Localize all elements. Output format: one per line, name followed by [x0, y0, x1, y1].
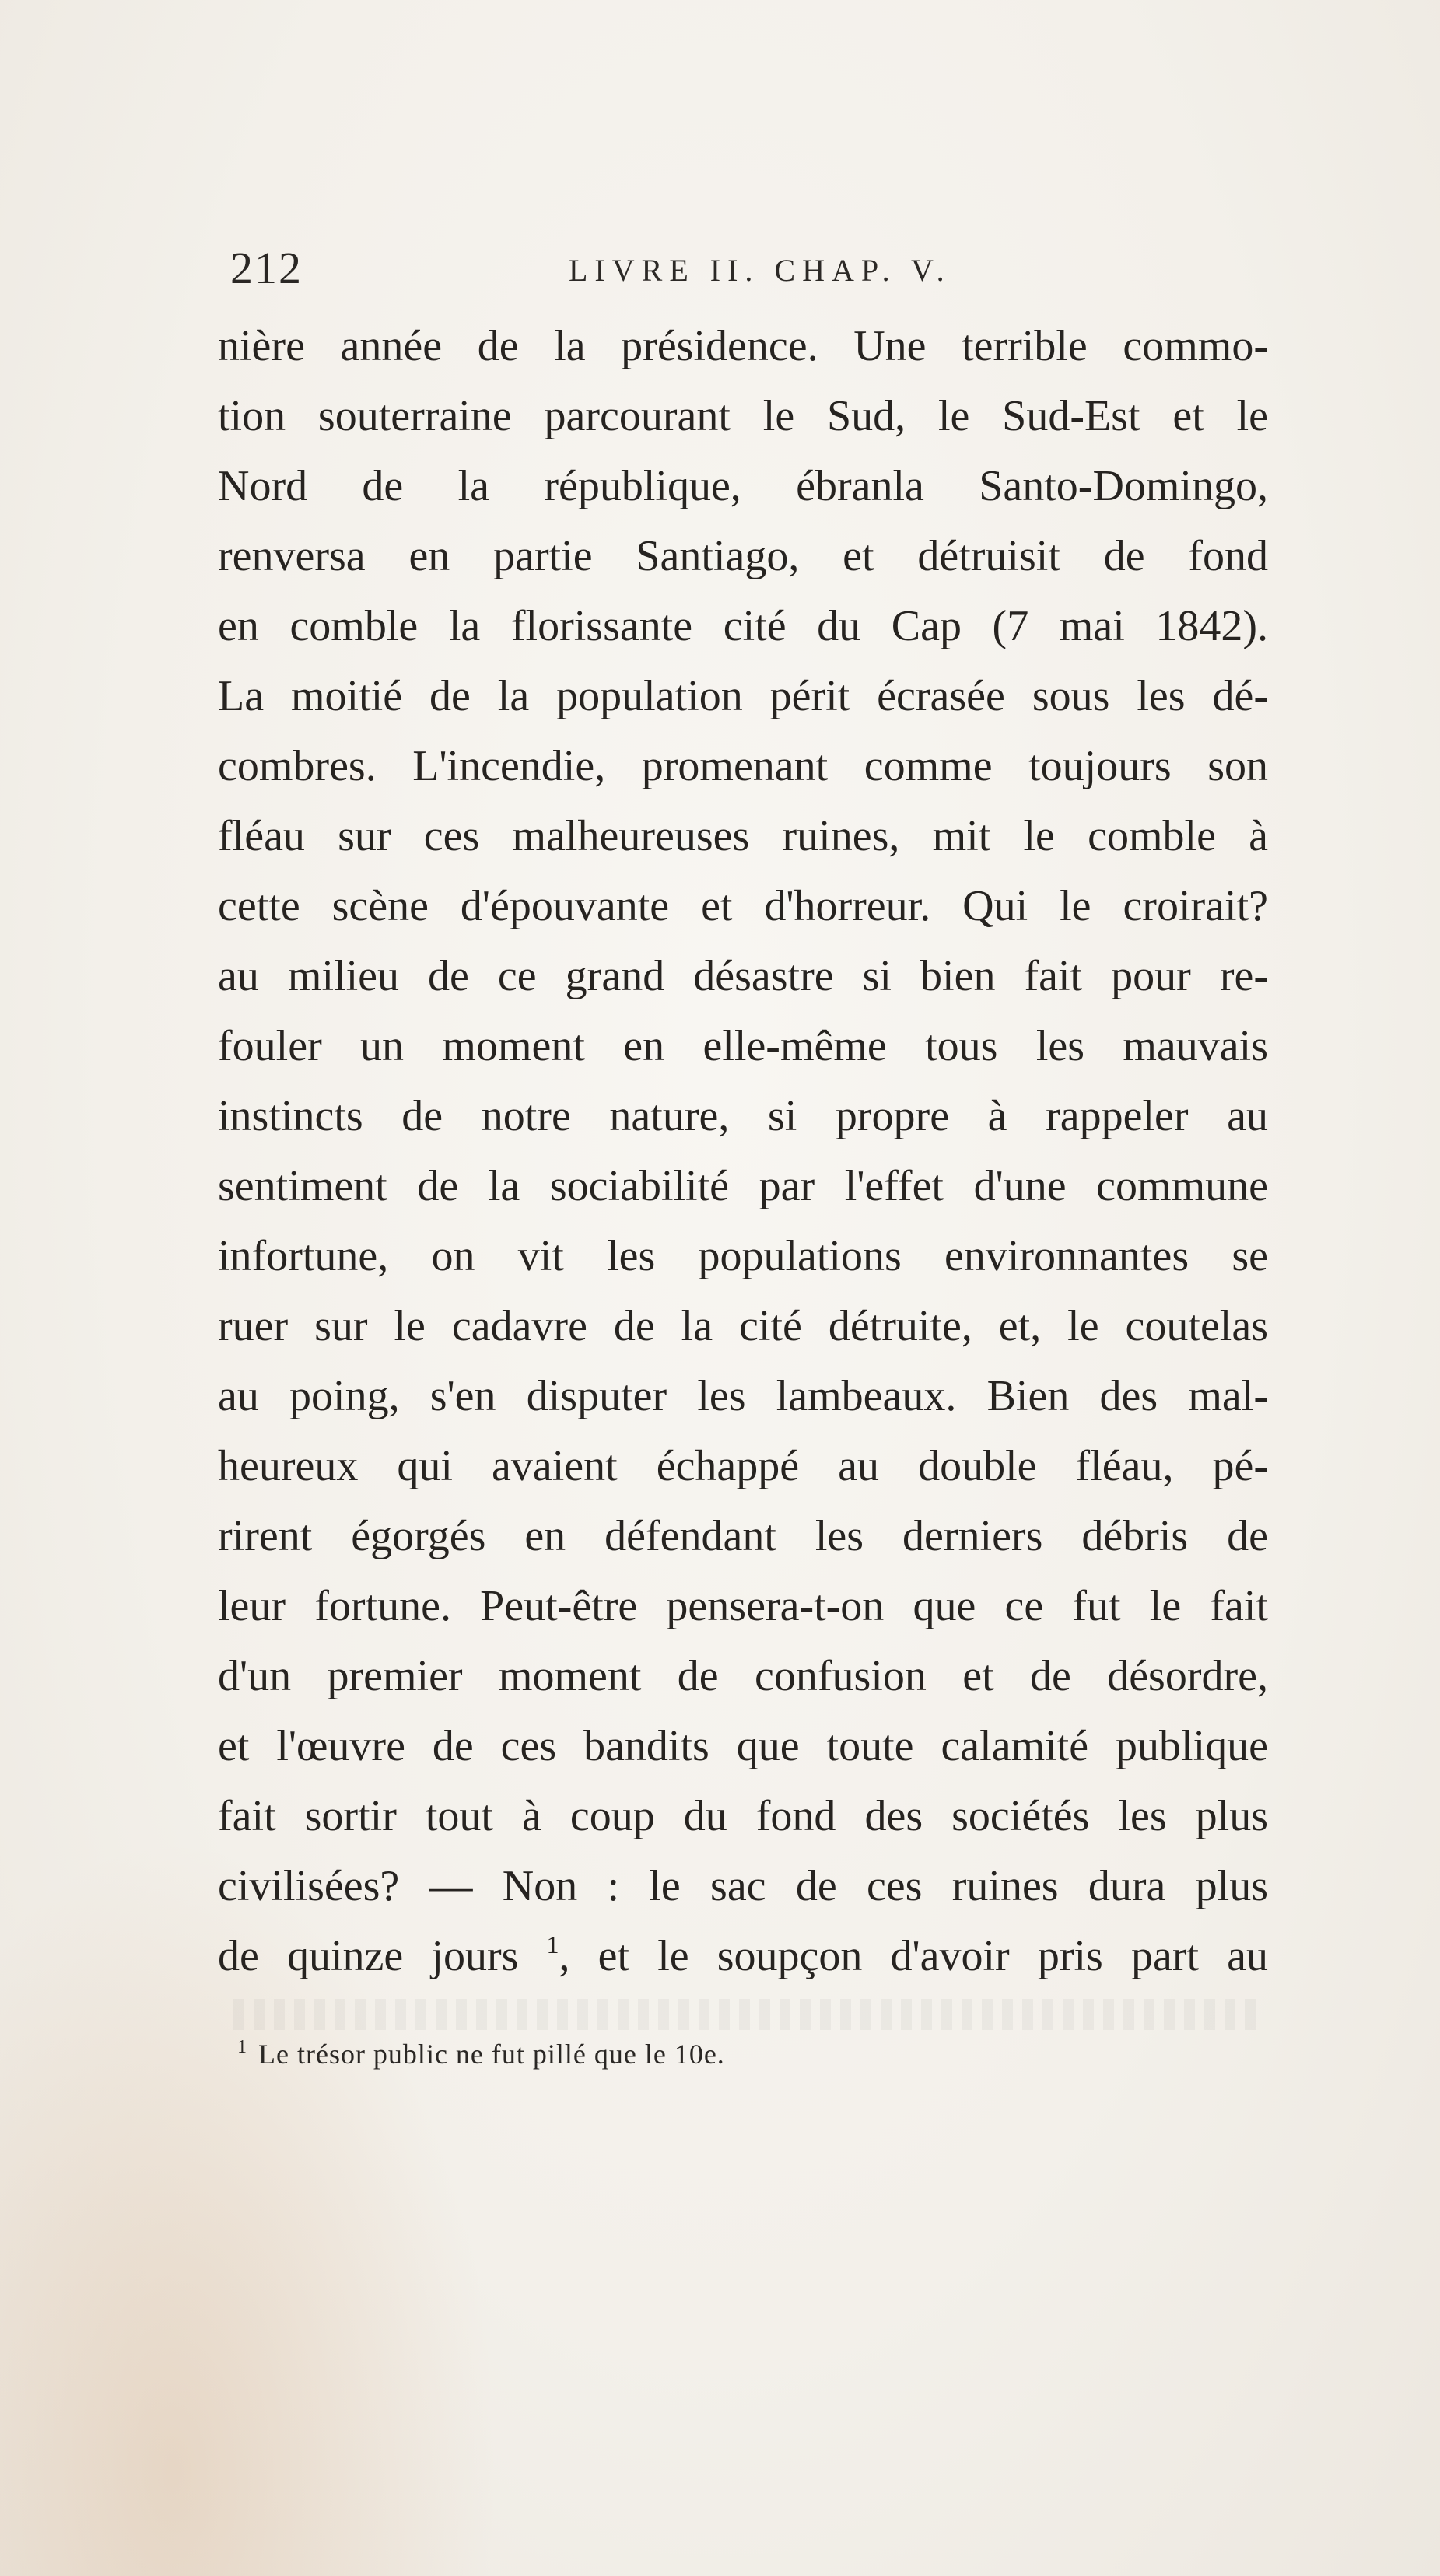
- text-line: et l'œuvre de ces bandits que toute calamité publique: [218, 1722, 1268, 1770]
- running-head: LIVRE II. CHAP. V.: [569, 253, 951, 288]
- text-line-last: [218, 1921, 1268, 1991]
- text-line: sentiment de la sociabilité par l'effet d'une commune: [218, 1162, 1268, 1210]
- text-line: Nord de la république, ébranla Santo-Domingo,: [218, 462, 1268, 510]
- text-line: infortune, on vit les populations environnantes se: [218, 1232, 1268, 1280]
- show-through-bleed: [233, 1999, 1260, 2030]
- text-line: tion souterraine parcourant le Sud, le Sud-Est et le: [218, 392, 1268, 440]
- text-line: La moitié de la population périt écrasée sous les dé-: [218, 672, 1268, 720]
- text-line: au poing, s'en disputer les lambeaux. Bien des mal-: [218, 1372, 1268, 1420]
- text-line: leur fortune. Peut-être pensera-t-on que ce fut le fait: [218, 1582, 1268, 1630]
- text-line: d'un premier moment de confusion et de désordre,: [218, 1652, 1268, 1700]
- body-text: [218, 311, 1268, 1991]
- footnote-reference: 1: [546, 1930, 559, 1958]
- text-line: nière année de la présidence. Une terrible commo-: [218, 322, 1268, 370]
- text-line: instincts de notre nature, si propre à rappeler au: [218, 1092, 1268, 1140]
- text-line: au milieu de ce grand désastre si bien fait pour re-: [218, 952, 1268, 1000]
- text-line: renversa en partie Santiago, et détruisit de fond: [218, 532, 1268, 580]
- text-fragment: de quinze jours: [218, 1932, 519, 1980]
- text-line: ruer sur le cadavre de la cité détruite, et, le coutelas: [218, 1302, 1268, 1350]
- text-line: fouler un moment en elle-même tous les mauvais: [218, 1022, 1268, 1070]
- footnote: [237, 2027, 725, 2081]
- text-line: heureux qui avaient échappé au double fléau, pé-: [218, 1442, 1268, 1490]
- text-line: civilisées? — Non : le sac de ces ruines dura plus: [218, 1862, 1268, 1910]
- text-line: rirent égorgés en défendant les derniers débris de: [218, 1512, 1268, 1560]
- text-fragment: , et le soupçon d'avoir pris part au: [559, 1932, 1269, 1980]
- text-line: fait sortir tout à coup du fond des sociétés les plus: [218, 1792, 1268, 1840]
- page-header: [230, 233, 1273, 303]
- text-line: fléau sur ces malheureuses ruines, mit le comble à: [218, 812, 1268, 860]
- footnote-text: Le trésor public ne fut pillé que le 10e.: [258, 2039, 725, 2070]
- text-line: combres. L'incendie, promenant comme toujours son: [218, 742, 1268, 790]
- page-number: 212: [230, 243, 303, 293]
- footnote-mark: 1: [237, 2037, 247, 2057]
- text-line: cette scène d'épouvante et d'horreur. Qui le croirait?: [218, 882, 1268, 930]
- text-line: en comble la florissante cité du Cap (7 mai 1842).: [218, 602, 1268, 650]
